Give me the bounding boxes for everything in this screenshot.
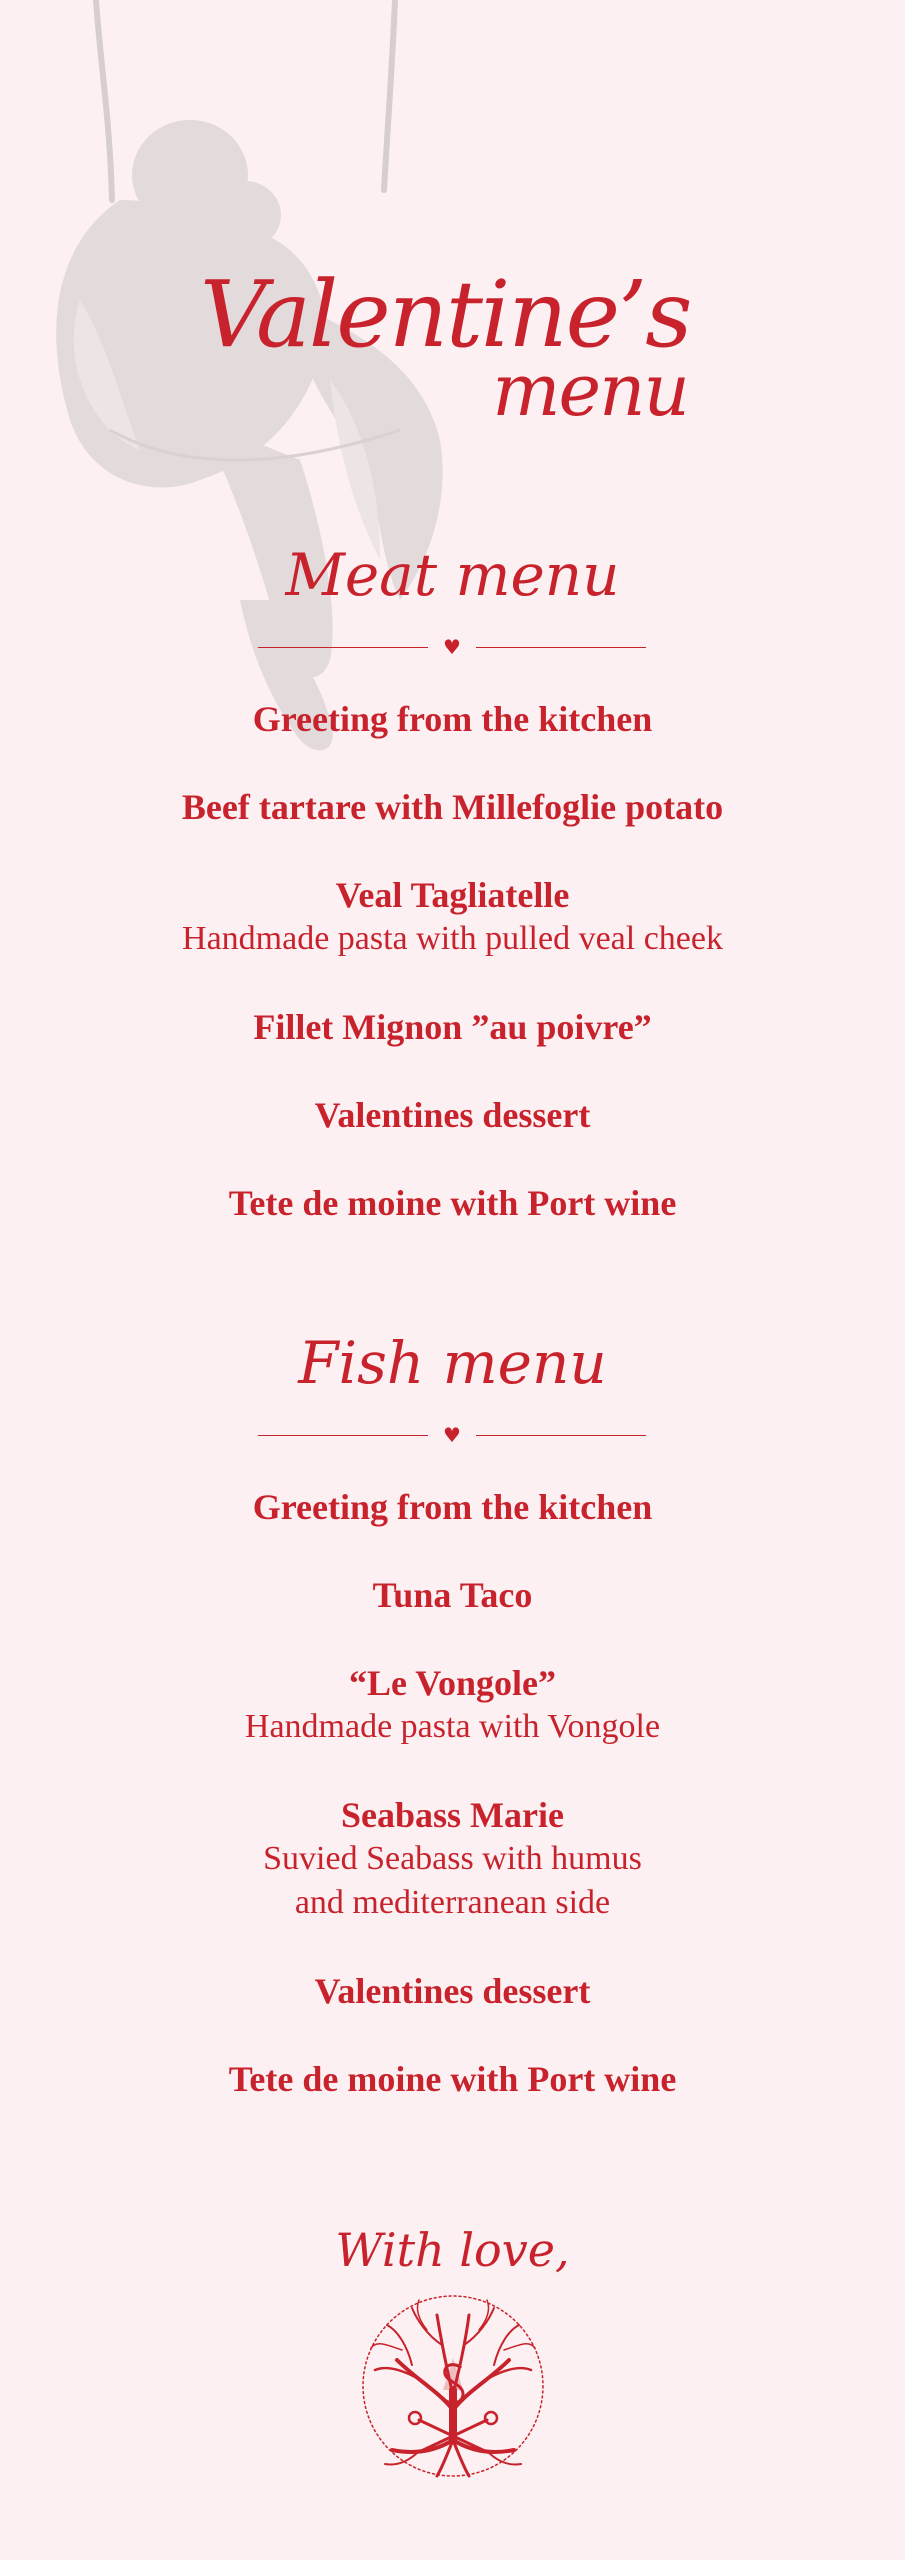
dish-name: Valentines dessert — [314, 1095, 591, 1135]
dish-name: Tete de moine with Port wine — [228, 1183, 677, 1223]
dish-description: Handmade pasta with pulled veal cheek — [182, 920, 723, 957]
fish-dish-3 — [0, 1661, 905, 1749]
dish-name: Tete de moine with Port wine — [228, 2059, 677, 2099]
dish-description: Handmade pasta with Vongole — [244, 1708, 661, 1745]
dish-name: Veal Tagliatelle — [335, 875, 570, 915]
fish-dish-4 — [0, 1793, 905, 1925]
tree-logo-icon — [357, 2290, 549, 2482]
meat-dish-3 — [0, 873, 905, 961]
dish-description: Suvied Seabass with humus and mediterranean side — [263, 1840, 642, 1921]
fish-dish-6 — [0, 2057, 905, 2101]
meat-dish-2 — [0, 785, 905, 829]
dish-name: Seabass Marie — [341, 1795, 564, 1835]
meat-dish-5 — [0, 1093, 905, 1137]
heart-icon: ♥ — [443, 1423, 461, 1447]
fish-dish-2 — [0, 1573, 905, 1617]
signoff-text: With love, — [335, 2223, 570, 2277]
dish-name: Fillet Mignon ”au poivre” — [253, 1007, 652, 1047]
meat-dish-6 — [0, 1181, 905, 1225]
dish-name: Beef tartare with Millefoglie potato — [181, 787, 724, 827]
dish-name: Tuna Taco — [372, 1575, 533, 1615]
dish-name: “Le Vongole” — [348, 1663, 557, 1703]
title-menu: menu — [492, 348, 688, 432]
meat-menu-heading: Meat menu — [285, 541, 620, 609]
fish-menu-heading: Fish menu — [298, 1329, 607, 1397]
divider-line-right — [476, 1435, 646, 1436]
dish-name: Valentines dessert — [314, 1971, 591, 2011]
fish-menu-list — [0, 1485, 905, 2101]
fish-menu-divider — [258, 1425, 646, 1447]
dish-name: Greeting from the kitchen — [252, 699, 653, 739]
fish-dish-5 — [0, 1969, 905, 2013]
meat-menu-list — [0, 697, 905, 1225]
title-valentines: Valentine’s — [200, 261, 691, 368]
fish-dish-1 — [0, 1485, 905, 1529]
divider-line-left — [258, 1435, 428, 1436]
meat-dish-1 — [0, 697, 905, 741]
heart-icon: ♥ — [443, 635, 461, 659]
dish-name: Greeting from the kitchen — [252, 1487, 653, 1527]
meat-menu-divider — [258, 637, 646, 659]
meat-dish-4 — [0, 1005, 905, 1049]
divider-line-right — [476, 647, 646, 648]
divider-line-left — [258, 647, 428, 648]
